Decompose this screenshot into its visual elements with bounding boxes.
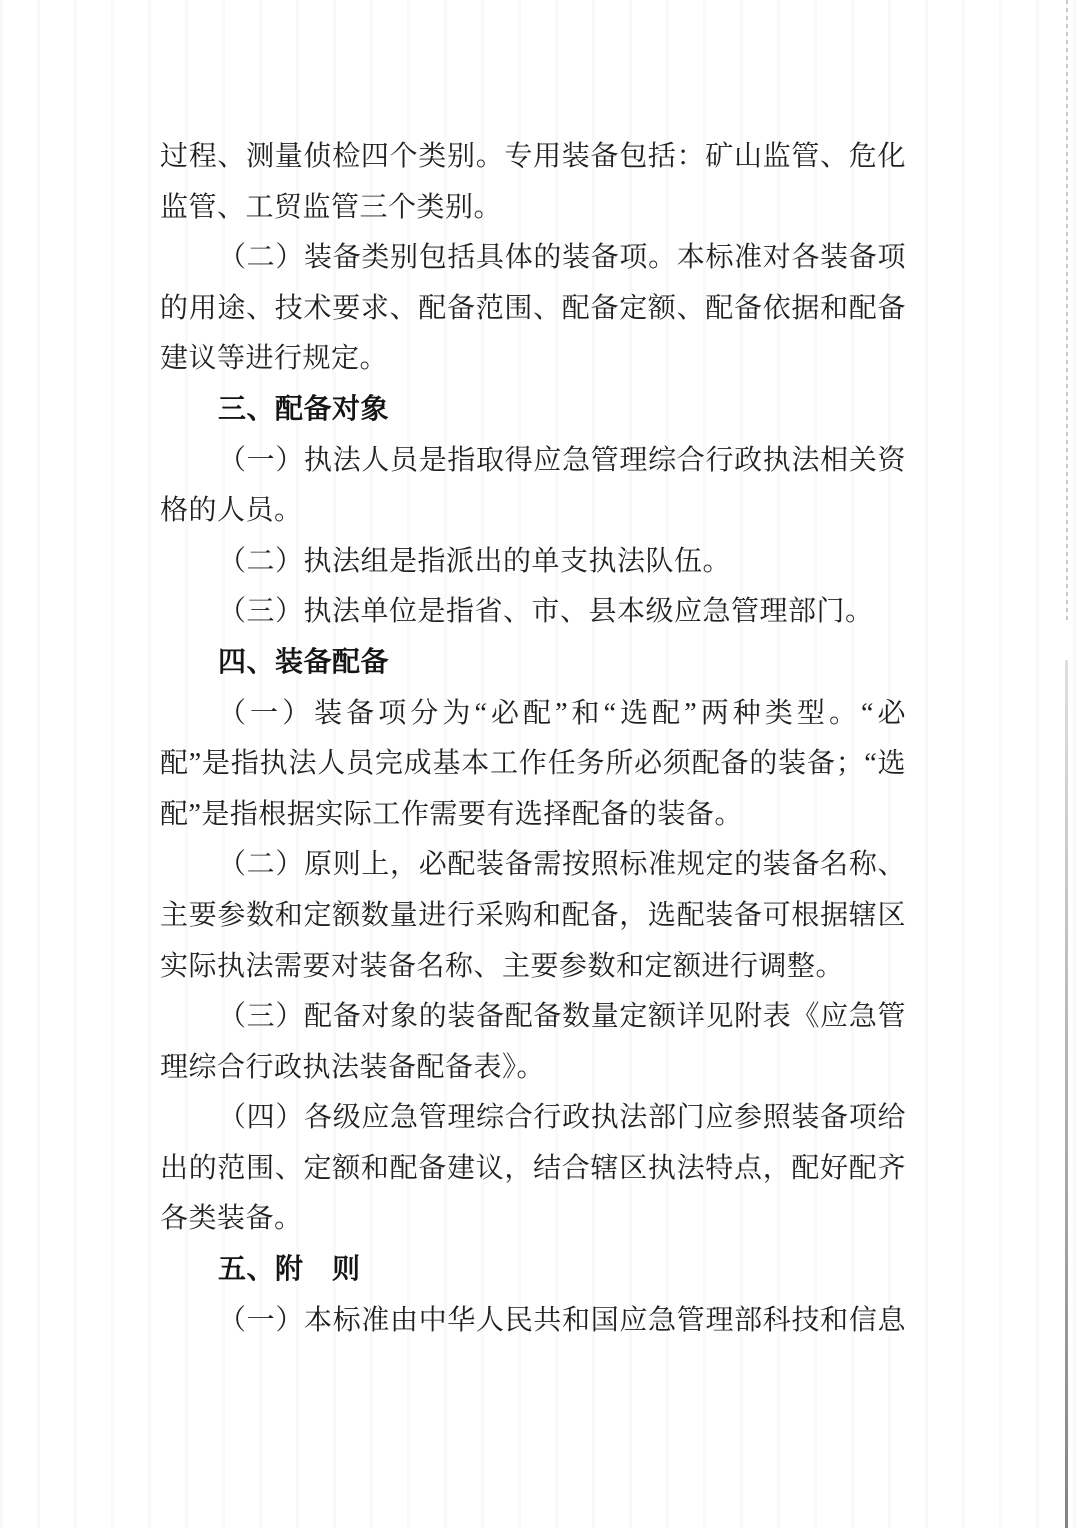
document-text-block	[160, 132, 906, 1346]
text-line: （四）各级应急管理综合行政执法部门应参照装备项给	[218, 1102, 906, 1134]
text-line: 建议等进行规定。	[160, 343, 389, 375]
section-heading: 五、附 则	[218, 1254, 361, 1286]
text-line: （三）执法单位是指省、市、县本级应急管理部门。	[218, 596, 874, 628]
text-line: （一）装备项分为“必配”和“选配”两种类型。“必	[218, 697, 906, 729]
scan-artifact-right-edge-bottom	[1065, 660, 1068, 1528]
text-line: 理综合行政执法装备配备表》。	[160, 1051, 546, 1083]
text-line: 格的人员。	[160, 495, 303, 527]
section-heading: 四、装备配备	[218, 646, 390, 678]
scan-artifact-right-edge-top	[1066, 0, 1068, 620]
text-line: 的用途、技术要求、配备范围、配备定额、配备依据和配备	[160, 292, 906, 324]
text-line: 监管、工贸监管三个类别。	[160, 191, 503, 223]
text-line: （二）装备类别包括具体的装备项。本标准对各装备项	[218, 242, 906, 274]
text-line: 主要参数和定额数量进行采购和配备，选配装备可根据辖区	[160, 899, 906, 931]
text-line: 出的范围、定额和配备建议，结合辖区执法特点，配好配齐	[160, 1152, 906, 1184]
text-line: 配”是指根据实际工作需要有选择配备的装备。	[160, 798, 743, 830]
text-line: （二）原则上，必配装备需按照标准规定的装备名称、	[218, 849, 906, 881]
text-line: （三）配备对象的装备配备数量定额详见附表《应急管	[218, 1001, 906, 1033]
text-line: 各类装备。	[160, 1203, 303, 1235]
text-line: （一）本标准由中华人民共和国应急管理部科技和信息	[218, 1304, 906, 1336]
text-line: （一）执法人员是指取得应急管理综合行政执法相关资	[218, 444, 906, 476]
text-line: 实际执法需要对装备名称、主要参数和定额进行调整。	[160, 950, 845, 982]
text-line: （二）执法组是指派出的单支执法队伍。	[218, 545, 732, 577]
text-line: 配”是指执法人员完成基本工作任务所必须配备的装备；“选	[160, 748, 906, 780]
text-line: 过程、测量侦检四个类别。专用装备包括：矿山监管、危化	[160, 141, 906, 172]
section-heading: 三、配备对象	[218, 393, 390, 425]
